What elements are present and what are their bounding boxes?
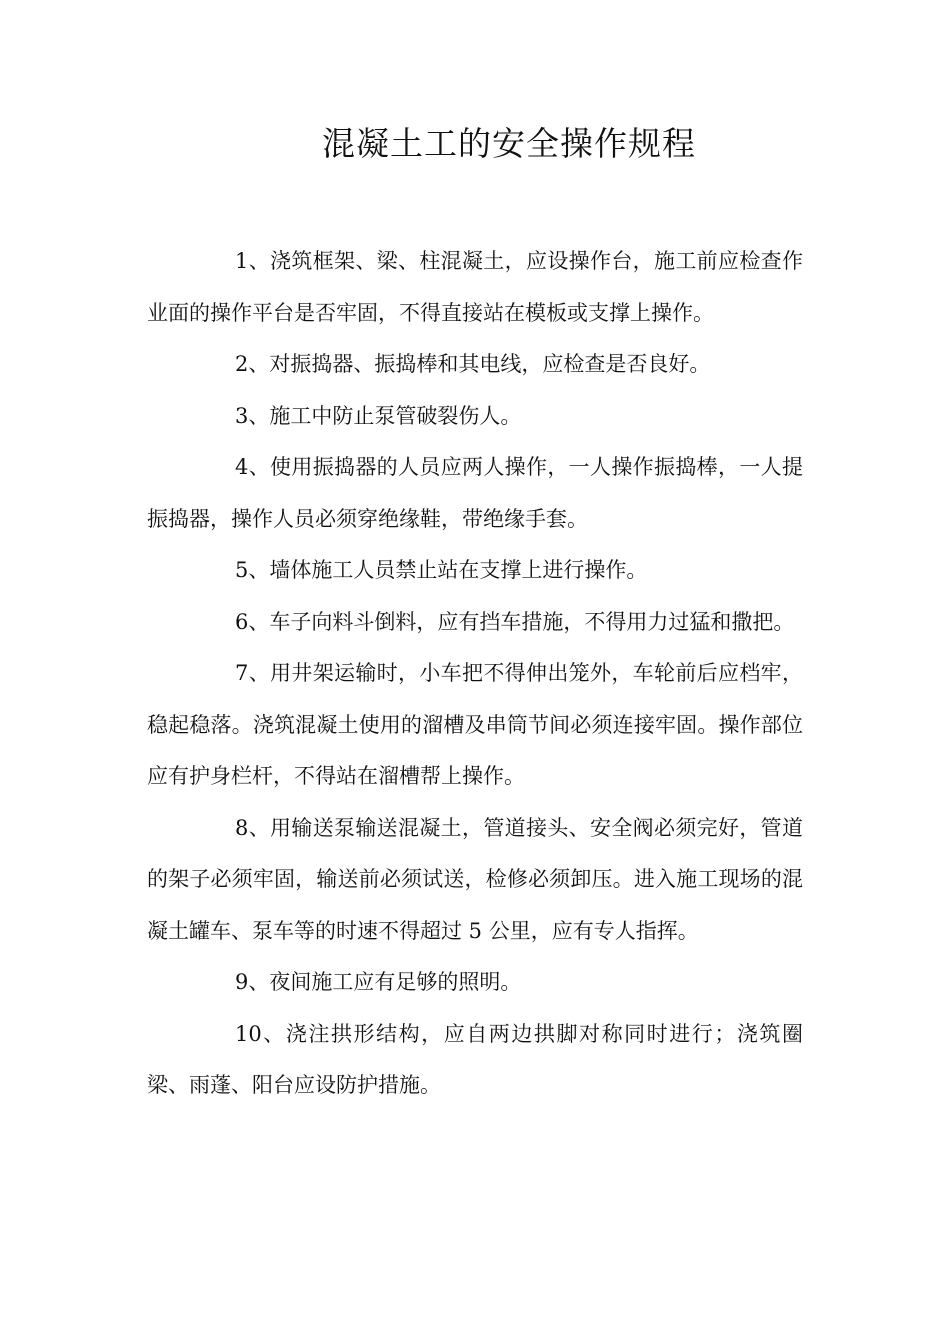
document-body: [147, 236, 803, 1112]
title-container: [0, 118, 950, 165]
paragraph-2: 2、对振捣器、振捣棒和其电线，应检查是否良好。: [235, 352, 711, 376]
paragraph-6: 6、车子向料斗倒料，应有挡车措施，不得用力过猛和撒把。: [235, 609, 795, 634]
document-title: 混凝土工的安全操作规程: [322, 124, 696, 163]
paragraph-8: 8、用输送泵输送混凝土，管道接头、安全阀必须完好，管道的架子必须牢固，输送前必须试送，检修必须卸压。进入施工现场的混凝土罐车、泵车等的时速不得超过 5 公里，应有专人指挥。: [147, 815, 803, 943]
paragraph-4: 4、使用振捣器的人员应两人操作，一人操作振捣棒，一人提振捣器，操作人员必须穿绝缘鞋，带绝缘手套。: [147, 455, 803, 531]
paragraph-3: 3、施工中防止泵管破裂伤人。: [235, 403, 522, 428]
paragraph-7: 7、用井架运输时，小车把不得伸出笼外，车轮前后应档牢，稳起稳落。浇筑混凝土使用的溜槽及串筒节间必须连接牢固。操作部位应有护身栏杆，不得站在溜槽帮上操作。: [147, 661, 803, 788]
paragraph-5: 5、墙体施工人员禁止站在支撑上进行操作。: [235, 558, 648, 582]
paragraph-9: 9、夜间施工应有足够的照明。: [235, 970, 522, 994]
paragraph-1: 1、浇筑框架、梁、柱混凝土，应设操作台，施工前应检查作业面的操作平台是否牢固，不得直接站在模板或支撑上操作。: [147, 249, 803, 325]
paragraph-10: 10、浇注拱形结构，应自两边拱脚对称同时进行；浇筑圈梁、雨蓬、阳台应设防护措施。: [147, 1021, 803, 1097]
